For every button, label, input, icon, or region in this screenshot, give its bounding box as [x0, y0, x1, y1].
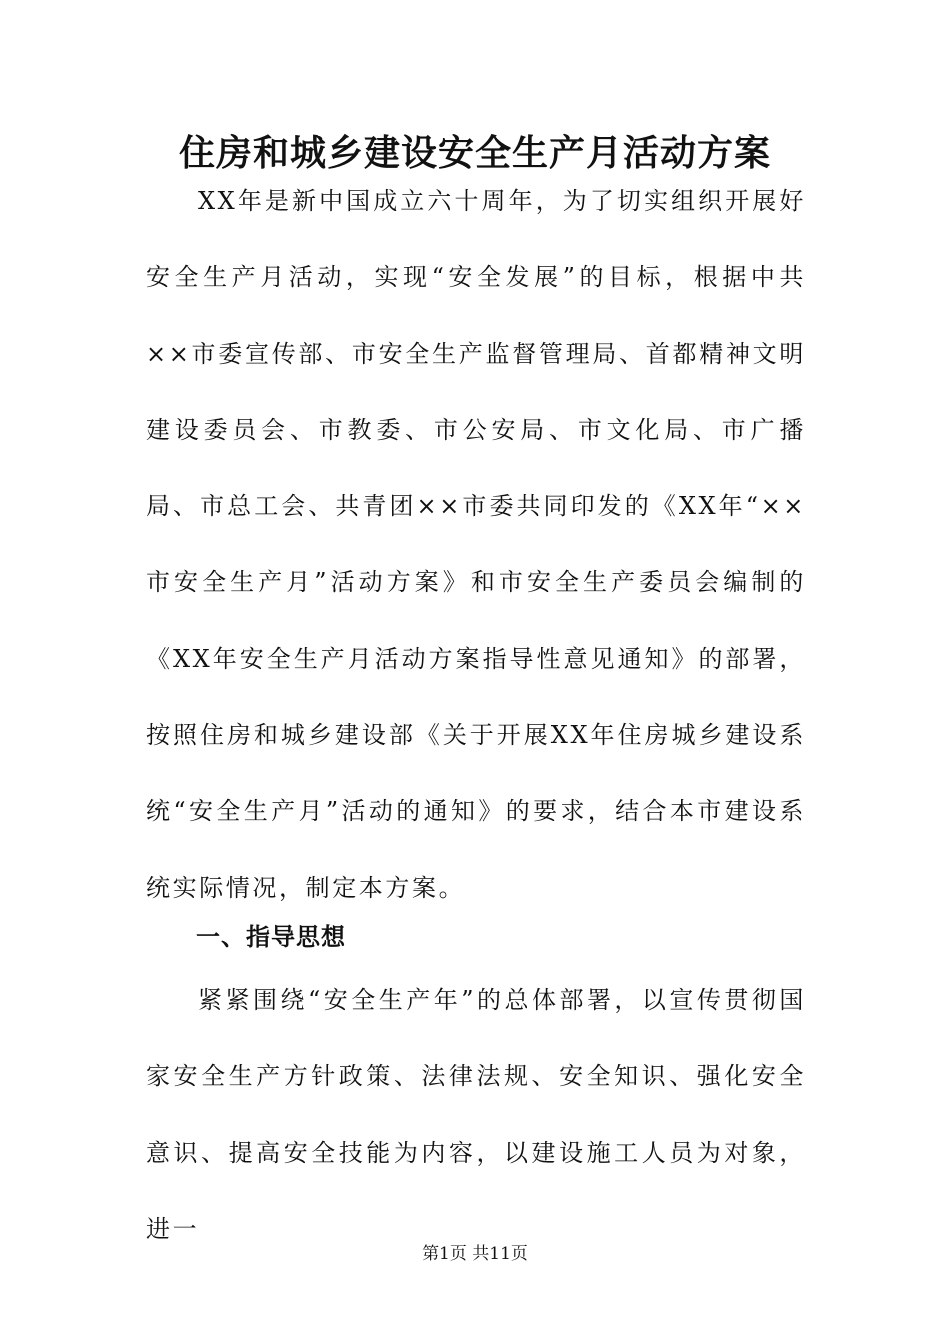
document-title: 住房和城乡建设安全生产月活动方案 [178, 133, 771, 174]
page-footer: 第1页 共11页 [422, 1244, 528, 1264]
section-heading: 一、指导思想 [196, 923, 346, 951]
intro-paragraph: XX年是新中国成立六十周年，为了切实组织开展好安全生产月活动，实现“安全发展”的目标，根据中共××市委宣传部、市安全生产监督管理局、首都精神文明建设委员会、市教委、市公安局、市文化局、市广播局、市总工会、共青团××市委共同印发的《XX年“××市安全生产月”活动方案》和市安全生产委员会编制的《XX年安全生产月活动方案指导性意见通知》的部署，按照住房和城乡建设部《关于开展XX年住房城乡建设系统“安全生产月”活动的通知》的要求，结合本市建设系统实际情况，制定本方案。 [146, 187, 806, 902]
section-paragraph: 紧紧围绕“安全生产年”的总体部署，以宣传贯彻国家安全生产方针政策、法律法规、安全知识、强化安全意识、提高安全技能为内容，以建设施工人员为对象，进一 [146, 986, 806, 1243]
